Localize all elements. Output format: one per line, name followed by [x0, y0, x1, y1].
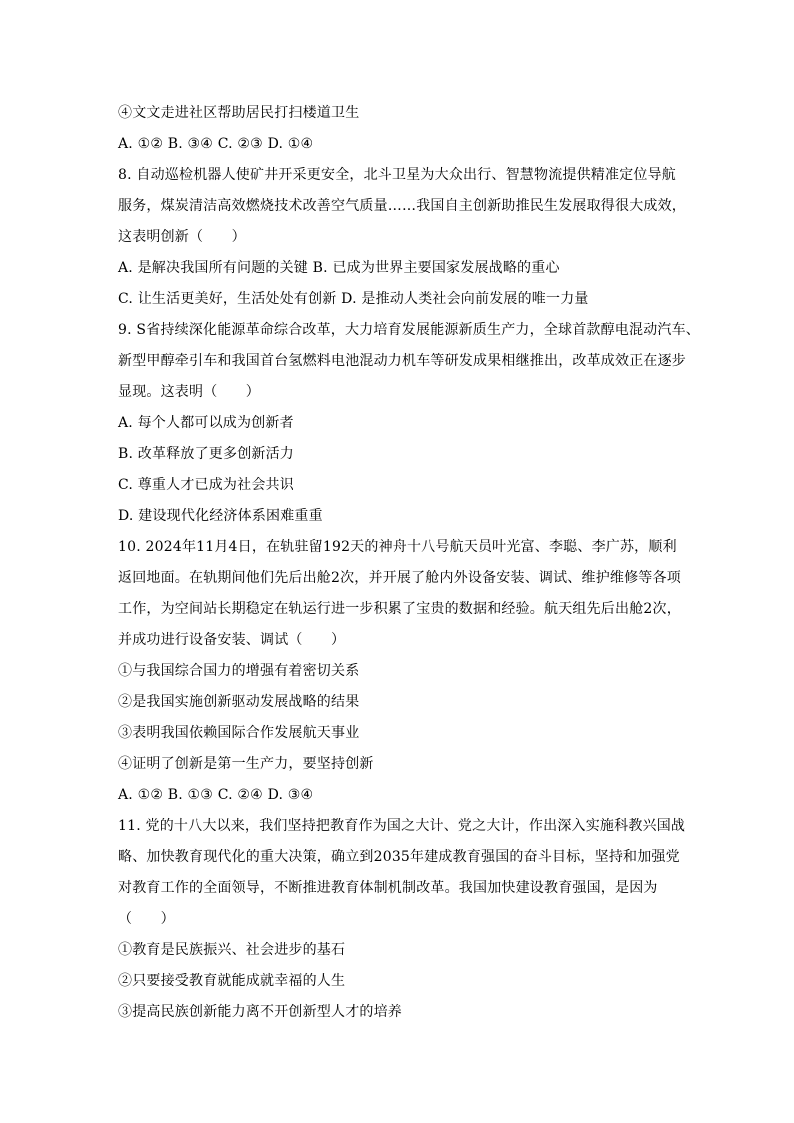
question-11-statement-1: ①教育是民族振兴、社会进步的基石: [118, 942, 346, 958]
question-9-option-b: B. 改革释放了更多创新活力: [118, 446, 294, 462]
question-9-stem: 9. S省持续深化能源革命综合改革，大力培育发展能源新质生产力，全球首款醇电混动汽车、: [118, 322, 700, 338]
question-11-statement-3: ③提高民族创新能力离不开创新型人才的培养: [118, 1004, 402, 1020]
question-8-stem-end: 这表明创新（ ）: [118, 229, 246, 245]
question-9-option-d: D. 建设现代化经济体系困难重重: [118, 508, 323, 524]
question-11-stem: 11. 党的十八大以来，我们坚持把教育作为国之大计、党之大计，作出深入实施科教兴国战: [118, 818, 686, 834]
question-8-stem: 8. 自动巡检机器人使矿井开采更安全，北斗卫星为大众出行、智慧物流提供精准定位导航: [118, 167, 677, 183]
question-11-stem-end: （ ）: [118, 911, 175, 927]
question-11-stem-cont-2: 对教育工作的全面领导，不断推进教育体制机制改革。我国加快建设教育强国，是因为: [118, 880, 658, 896]
question-9-stem-end: 显现。这表明（ ）: [118, 384, 260, 400]
answer-choices-q10: A. ①② B. ①③ C. ②④ D. ③④: [118, 787, 314, 803]
question-9-option-a: A. 每个人都可以成为创新者: [118, 415, 294, 431]
question-10-stem-cont-1: 返回地面。在轨期间他们先后出舱2次，并开展了舱内外设备安装、调试、维护维修等各项: [118, 570, 681, 586]
question-11-stem-cont-1: 略、加快教育现代化的重大决策，确立到2035年建成教育强国的奋斗目标，坚持和加强党: [118, 849, 680, 865]
option-line-4: ④文文走进社区帮助居民打扫楼道卫生: [118, 105, 360, 121]
question-8-options-ab: A. 是解决我国所有问题的关键 B. 已成为世界主要国家发展战略的重心: [118, 260, 560, 276]
question-8-options-cd: C. 让生活更美好，生活处处有创新 D. 是推动人类社会向前发展的唯一力量: [118, 291, 589, 307]
answer-choices-q7: A. ①② B. ③④ C. ②③ D. ①④: [118, 136, 314, 152]
question-8-stem-cont: 服务，煤炭清洁高效燃烧技术改善空气质量……我国自主创新助推民生发展取得很大成效，: [118, 198, 686, 214]
question-10-statement-4: ④证明了创新是第一生产力，要坚持创新: [118, 756, 374, 772]
question-9-stem-cont: 新型甲醇牵引车和我国首台氢燃料电池混动力机车等研发成果相继推出，改革成效正在逐步: [118, 353, 686, 369]
question-10-stem-cont-2: 工作，为空间站长期稳定在轨运行进一步积累了宝贵的数据和经验。航天组先后出舱2次，: [118, 601, 681, 617]
question-11-statement-2: ②只要接受教育就能成就幸福的人生: [118, 973, 346, 989]
document-page: [118, 98, 700, 1028]
question-10-stem-end: 并成功进行设备安装、调试（ ）: [118, 632, 346, 648]
question-10-stem: 10. 2024年11月4日，在轨驻留192天的神舟十八号航天员叶光富、李聪、李广苏，顺利: [118, 539, 677, 555]
question-10-statement-2: ②是我国实施创新驱动发展战略的结果: [118, 694, 360, 710]
question-10-statement-1: ①与我国综合国力的增强有着密切关系: [118, 663, 360, 679]
question-10-statement-3: ③表明我国依赖国际合作发展航天事业: [118, 725, 360, 741]
question-9-option-c: C. 尊重人才已成为社会共识: [118, 477, 294, 493]
